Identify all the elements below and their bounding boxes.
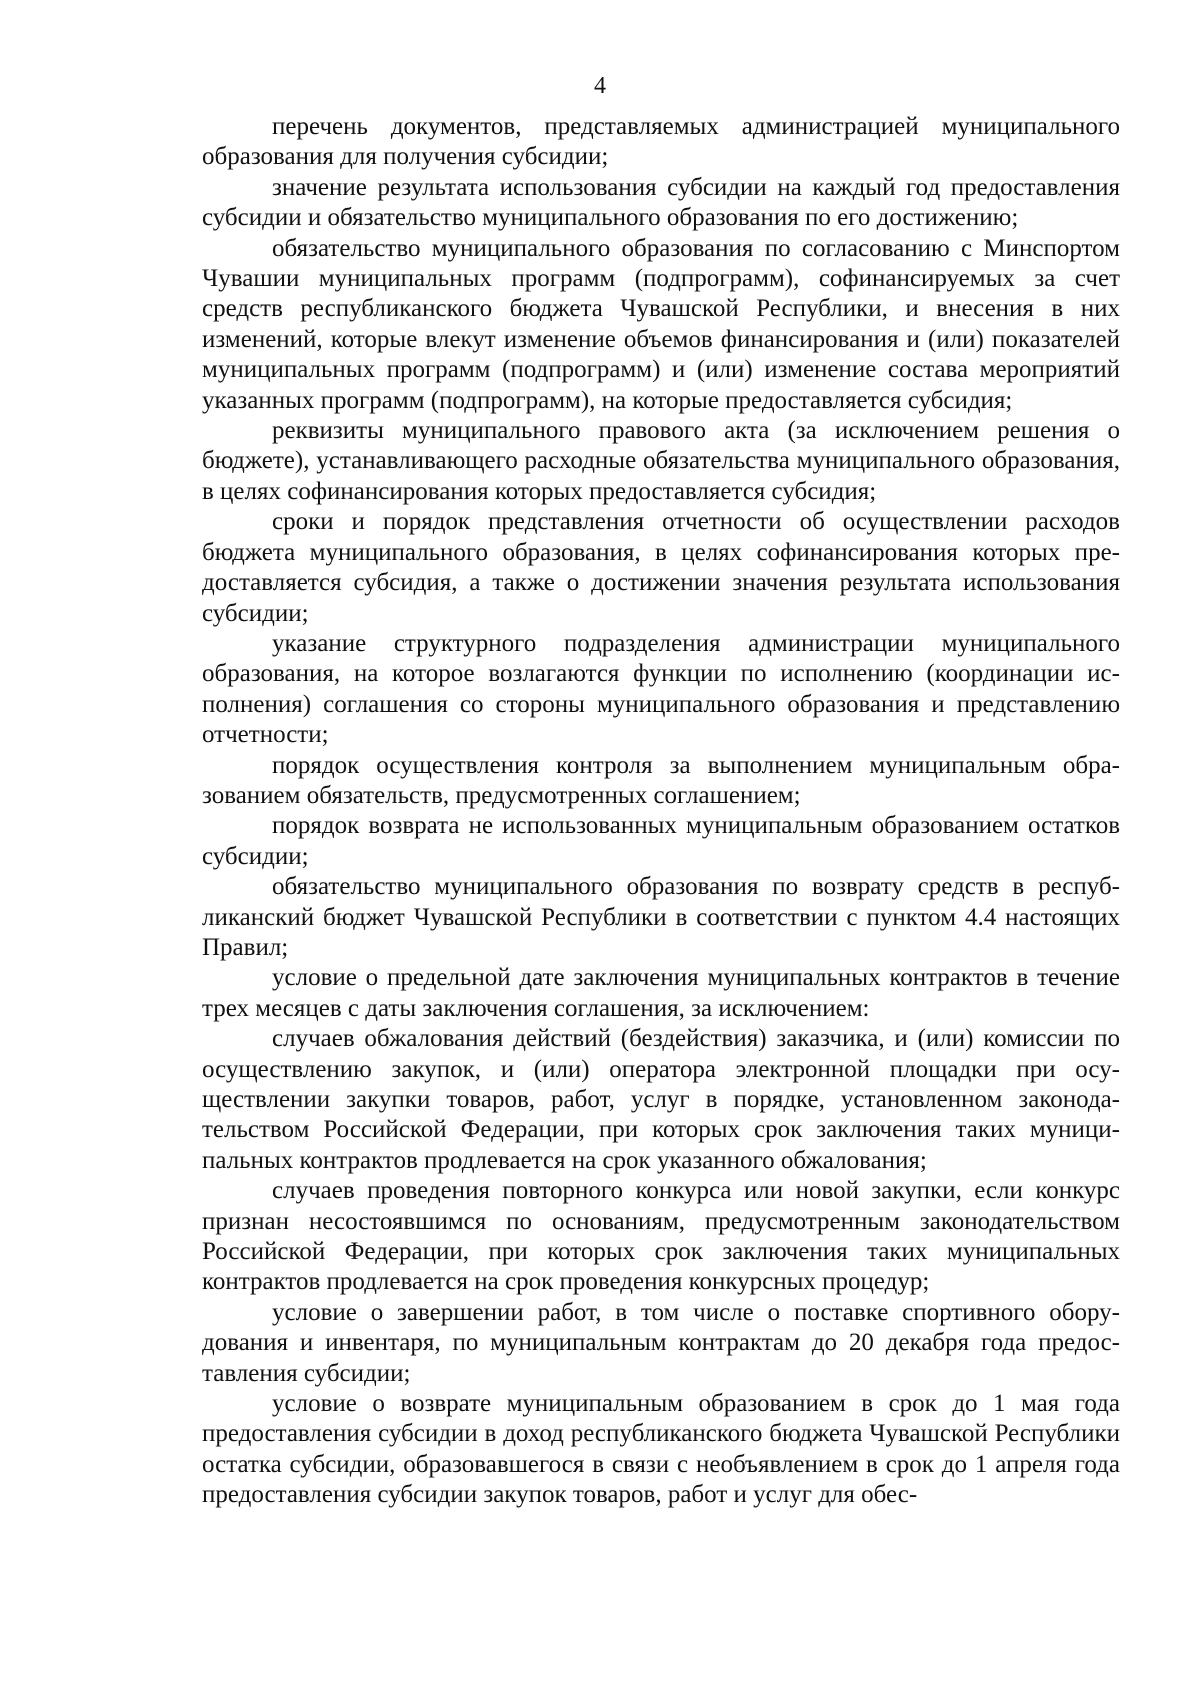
paragraph-reporting-terms: сроки и порядок представления отчетности об осуществлении расходов бюджета муниципального образования, в целях софинансирования которых предоставляется субсидия, а также о достижении значения результата использования субсидии; [202,508,1120,627]
paragraph-contract-deadline: условие о предельной дате заключения муниципальных контрактов в течение трех месяцев с даты заключения соглашения, за исключением: [202,964,1120,1022]
paragraph-subsidy-balance-return: условие о возврате муниципальным образованием в срок до 1 мая года предоставления субсидии в доход республиканского бюджета Чувашской Республики остатка субсидии, образовавшегося в связи с необъявлением в срок до 1 апреля года предоставления субсидии закупок товаров, работ и услуг для обес- [202,1390,1120,1509]
paragraph-works-completion: условие о завершении работ, в том числе о поставке спортивного оборудования и инвентаря, по муниципальным контрактам до 20 декабря года предоставления субсидии; [202,1298,1120,1387]
document-body [202,112,1120,1511]
paragraph-responsible-unit: указание структурного подразделения администрации муниципального образования, на которое возлагаются функции по исполнению (координации исполнения) соглашения со стороны муниципального образования и представлению отчетности; [202,629,1120,749]
paragraph-legal-act-details: реквизиты муниципального правового акта (за исключением решения о бюджете), устанавливающего расходные обязательства муниципального образования, в целях софинансирования которых предоставляется субсидия; [202,417,1120,505]
paragraph-repeat-tender-exception: случаев проведения повторного конкурса или новой закупки, если конкурс признан несостоявшимся по основаниям, предусмотренным законодательством Российской Федерации, при которых срок заключения таких муниципальных контрактов продлевается на срок проведения конкурсных процедур; [202,1177,1120,1296]
paragraph-return-obligation: обязательство муниципального образования по возврату средств в республиканский бюджет Чувашской Республики в соответствии с пунктом 4.4 настоящих Правил; [202,873,1120,961]
page-number: 4 [594,73,606,99]
paragraph-result-value: значение результата использования субсидии на каждый год предоставления субсидии и обязательство муниципального образования по его достижению; [202,173,1120,232]
paragraph-program-coordination: обязательство муниципального образования по согласованию с Минспортом Чувашии муниципальных программ (подпрограмм), софинансируемых за счет средств республиканского бюджета Чувашской Республики, и внесения в них изменений, которые влекут изменение объемов финансирования и (или) показателей муниципальных программ (подпрограмм) и (или) изменение состава мероприятий указанных программ (подпрограмм), на которые предоставляется субсидия; [202,234,1120,414]
paragraph-appeal-exception: случаев обжалования действий (бездействия) заказчика, и (или) комиссии по осуществлению закупок, и (или) оператора электронной площадки при осуществлении закупки товаров, работ, услуг в порядке, установленном законодательством Российской Федерации, при которых срок заключения таких муниципальных контрактов продлевается на срок указанного обжалования; [202,1025,1120,1174]
paragraph-control-procedure: порядок осуществления контроля за выполнением муниципальным образованием обязательств, предусмотренных соглашением; [202,751,1120,809]
paragraph-unused-return: порядок возврата не использованных муниципальным образованием остатков субсидии; [202,812,1120,870]
paragraph-documents-list: перечень документов, представляемых администрацией муниципального образования для получения субсидии; [202,113,1120,171]
